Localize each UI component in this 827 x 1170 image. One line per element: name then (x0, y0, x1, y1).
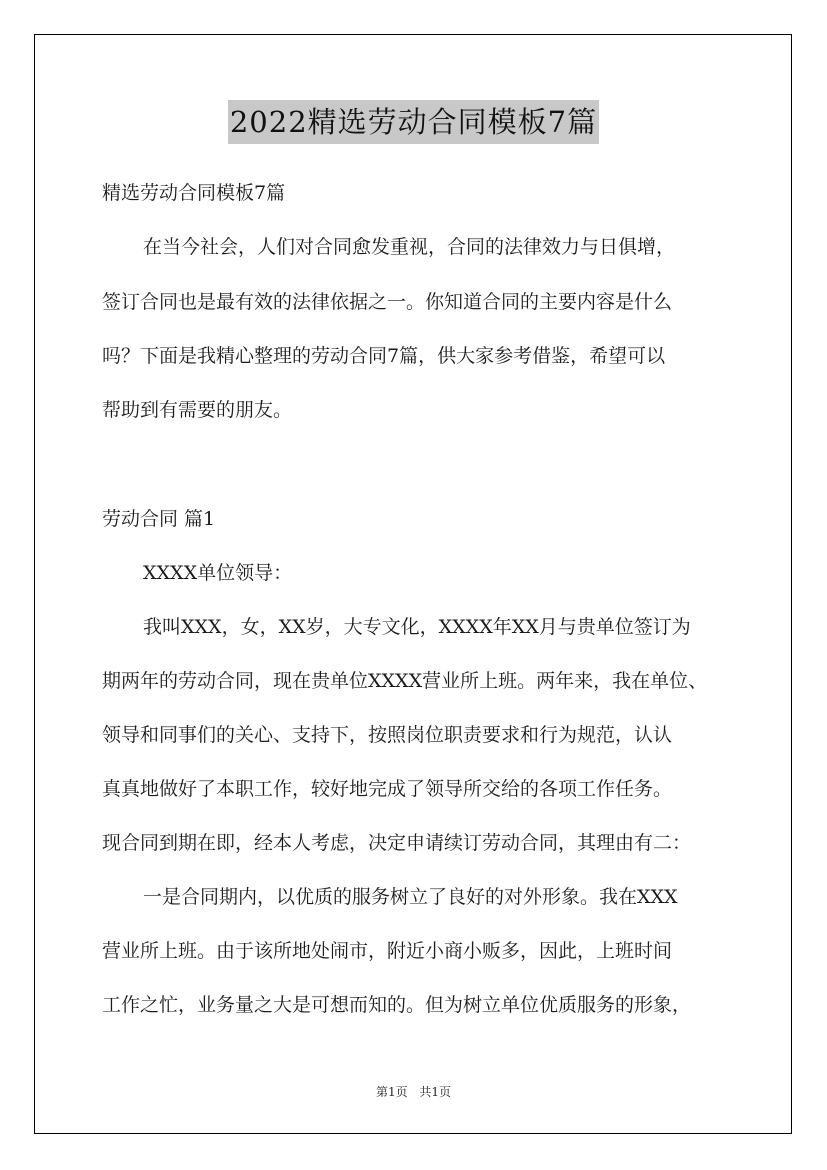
document-title-wrap (0, 100, 827, 144)
intro-line-3: 吗？下面是我精心整理的劳动合同7篇，供大家参考借鉴，希望可以 (102, 345, 666, 367)
subtitle: 精选劳动合同模板7篇 (102, 182, 286, 204)
document-title: 2022精选劳动合同模板7篇 (228, 100, 599, 144)
para1-line-1: 我叫XXX，女，XX岁，大专文化，XXXX年XX月与贵单位签订为 (143, 616, 691, 638)
intro-line-4: 帮助到有需要的朋友。 (102, 399, 293, 421)
salutation: XXXX单位领导： (143, 562, 293, 584)
page-total: 共1页 (419, 1085, 452, 1099)
para2-line-3: 工作之忙，业务量之大是可想而知的。但为树立单位优质服务的形象， (102, 994, 692, 1016)
para1-line-4: 真真地做好了本职工作，较好地完成了领导所交给的各项工作任务。 (102, 778, 673, 800)
page-footer (0, 1083, 827, 1100)
section-heading: 劳动合同 篇1 (102, 508, 216, 530)
para1-line-5: 现合同到期在即，经本人考虑，决定申请续订劳动合同，其理由有二： (102, 832, 692, 854)
para2-line-2: 营业所上班。由于该所地处闹市，附近小商小贩多，因此，上班时间 (102, 940, 673, 962)
para1-line-3: 领导和同事们的关心、支持下，按照岗位职责要求和行为规范，认认 (102, 724, 673, 746)
intro-line-1: 在当今社会，人们对合同愈发重视，合同的法律效力与日俱增， (143, 236, 676, 258)
para1-line-2: 期两年的劳动合同，现在贵单位XXXX营业所上班。两年来，我在单位、 (102, 670, 708, 692)
para2-line-1: 一是合同期内，以优质的服务树立了良好的对外形象。我在XXX (143, 886, 678, 908)
page-number: 第1页 (375, 1085, 408, 1099)
intro-line-2: 签订合同也是最有效的法律依据之一。你知道合同的主要内容是什么 (102, 291, 673, 313)
